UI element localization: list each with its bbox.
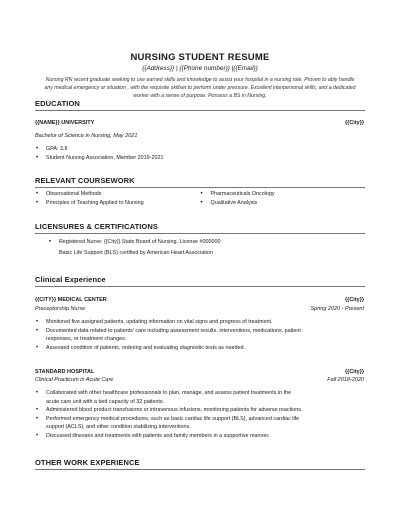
list-item: • Monitored five assigned patients, updating information on vital signs and progress of treatment. (35, 318, 364, 327)
list-item: • Observational Methods (35, 190, 200, 199)
list-item: • Principles of Teaching Applied to Nursing (35, 199, 200, 208)
school-name: {{NAME}} UNIVERSITY (35, 120, 95, 126)
education-divider (35, 110, 365, 111)
licensures-heading: LICENSURES & CERTIFICATIONS (35, 222, 158, 231)
summary-paragraph: Nursing RN recent graduate seeking to use earned skills and knowledge to assist your hospital in a nursing role. Proven to ably handle any medical emergency or situation , with the requisite skillset to perform under pressure. Excellent interpersonal skills, and a dedicated worker with a sense of purpose. Possess a BS in Nursing. (44, 77, 356, 99)
school-city: {{City}} (345, 120, 364, 126)
job1-bullets (35, 318, 364, 352)
job1-row (35, 297, 364, 303)
contact-line: {{Address}} | {{Phone number}} |{{Email}} (142, 65, 258, 72)
coursework-divider (35, 187, 365, 188)
job1-role-row (35, 306, 364, 312)
list-item: • Administered blood product transfusions or intravenous infusions, monitoring patients for adverse reactions. (35, 406, 364, 415)
list-item: • Qualitative Analysis (200, 199, 365, 208)
job2-row (35, 369, 364, 375)
clinical-divider (35, 286, 365, 287)
licensures-list (48, 237, 364, 258)
job2-role: Clinical Practicum in Acute Care (35, 377, 114, 383)
list-item: • Registered Nurse: {{City}} State Board of Nursing, License #000000 (48, 237, 364, 248)
coursework-heading: RELEVANT COURSEWORK (35, 176, 135, 185)
list-item: support (ACLS), and other condition stabilizing interventions. (46, 424, 191, 431)
coursework-left (35, 190, 200, 207)
resume-title: NURSING STUDENT RESUME (130, 52, 270, 63)
other-divider (35, 469, 365, 470)
job1-org: {{CITY}} MEDICAL CENTER (35, 297, 107, 303)
coursework-columns (35, 190, 364, 207)
job1-city: {{City}} (345, 297, 364, 303)
job2-bullets (35, 389, 364, 441)
education-row (35, 120, 364, 126)
list-item: responses, or treatment changes. (46, 336, 127, 343)
degree-text: Bachelor of Science in Nursing, May 2021 (35, 133, 138, 139)
coursework-right (200, 190, 365, 207)
job1-dates: Spring 2020 - Present (310, 306, 364, 312)
list-item: • Collaborated with other healthcare professionals to plan, manage, and assess patient treatments in the (35, 389, 364, 398)
list-item: • Discussed illnesses and treatments with patients and family members in a supportive manner. (35, 432, 364, 441)
education-heading: EDUCATION (35, 99, 80, 108)
education-bullets (35, 145, 364, 162)
job2-dates: Fall 2018-2020 (327, 377, 364, 383)
licensures-divider (35, 233, 365, 234)
list-item: • Pharmaceuticals Oncology (200, 190, 365, 199)
other-heading: OTHER WORK EXPERIENCE (35, 458, 140, 467)
list-item: • Documented data related to patients' care including assessment results, interventions, medications, patient (35, 327, 364, 336)
job1-role: Preceptorship Nurse (35, 306, 86, 312)
list-item: • Student Nursing Association, Member 2019-2021 (35, 154, 364, 163)
list-item: Basic Life Support (BLS) certified by American Heart Association (59, 249, 214, 256)
degree-line (35, 133, 364, 139)
list-item: acute care unit with a bed capacity of 32 patients. (46, 398, 165, 405)
list-item: • Performed emergency medical procedures, such as basic cardiac life support (BLS), advanced cardiac life (35, 415, 364, 424)
job2-org: STANDARD HOSPITAL (35, 369, 95, 375)
list-item: • GPA: 3.8 (35, 145, 364, 154)
job2-city: {{City}} (345, 369, 364, 375)
job2-role-row (35, 377, 364, 383)
clinical-heading: Clinical Experience (35, 275, 106, 284)
list-item: • Assessed condition of patients, ordering and evaluating diagnostic tests as needed. (35, 344, 364, 353)
